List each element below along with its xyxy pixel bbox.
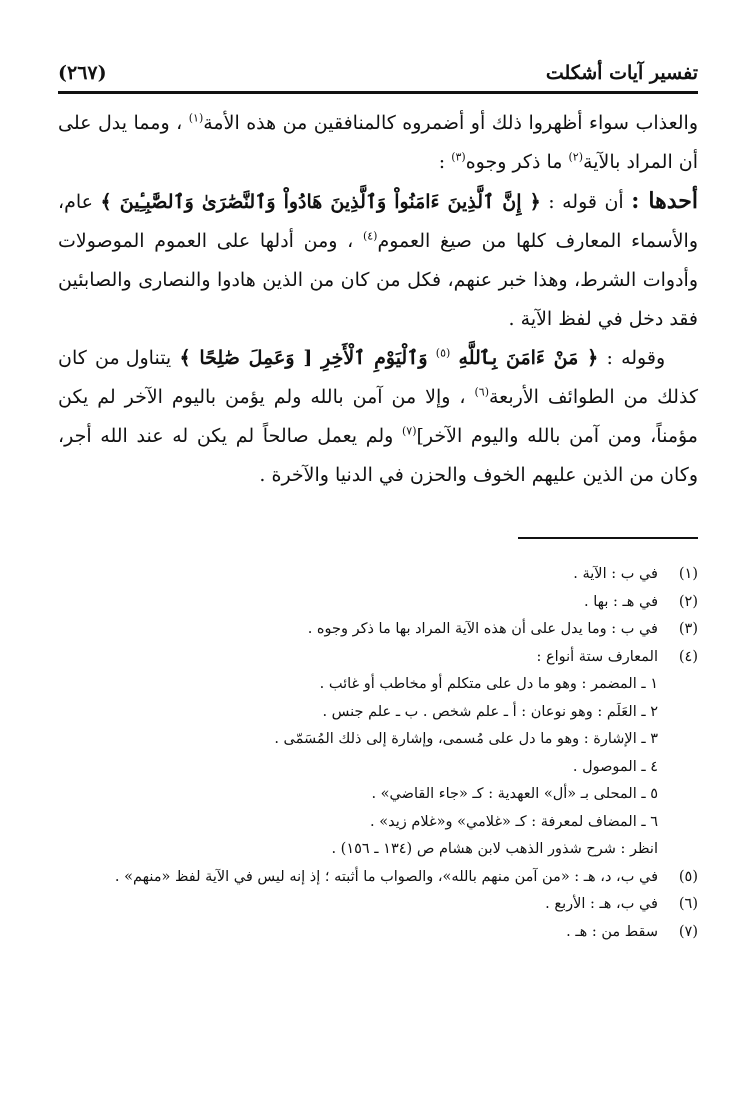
footnote-ref: (٤) <box>362 229 378 243</box>
quran-verse: وَٱلْيَوْمِ ٱلْأَخِرِ [ وَعَمِلَ صَٰلِحًا ﴾ <box>179 347 428 369</box>
running-title: تفسير آيات أشكلت <box>545 62 698 84</box>
paragraph-intro: والعذاب سواء أظهروا ذلك أو أضمروه كالمنافقين من هذه الأمة$^{(١)}$ ، ومما يدل على أن المراد بالآية$^{(٢)}$ ما ذكر وجوه$^{(٣)}$ : <box>58 111 699 173</box>
footnotes <box>58 561 698 946</box>
page-header <box>58 62 698 89</box>
footnote-4-item: ٥ ـ المحلى بـ «أل» العهدية : كـ «جاء القاضي» . <box>371 786 658 802</box>
footnote-7: (٧) سقط من : هـ . <box>566 923 698 940</box>
paragraph-first: أحدها : أن قوله : ﴿ إِنَّ ٱلَّذِينَ ءَامَنُواْ وَٱلَّذِينَ هَادُواْ وَٱلنَّصَٰرَىٰ وَٱلصَّٰبِـِٔينَ ﴾ عام، والأسماء المعارف كلها من صيغ العموم$^{(٤)}$ ، ومن أدلها على العموم الموصولات وأدوات الشرط، وهذا خبر عنهم، فكل من كان من الذين هادوا والنصارى والصابئين فقد دخل في لفظ الآية . <box>58 188 698 330</box>
footnote-ref: (٦) <box>474 385 489 399</box>
main-text <box>58 104 698 495</box>
paragraph-second: وقوله : ﴿ مَنْ ءَامَنَ بِٱللَّهِ $^{(٥)}$ وَٱلْيَوْمِ ٱلْأَخِرِ [ وَعَمِلَ صَٰلِحًا ﴾ يتناول من كان كذلك من الطوائف الأربعة$^{(٦)}$ ، وإلا من آمن بالله ولم يؤمن باليوم الآخر لم يكن مؤمناً، ومن آمن بالله واليوم الآخر]$^{(٧)}$ ولم يعمل صالحاً لم يكن له عند الله أجر، وكان من الذين عليهم الخوف والحزن في الدنيا والآخرة . <box>58 346 698 486</box>
document-page <box>58 62 698 946</box>
footnote-5: (٥) في ب، د، هـ : «من آمن منهم بالله»، والصواب ما أثبته ؛ إذ إنه ليس في الآية لفظ «منهم» . <box>114 868 698 885</box>
quran-verse: ﴿ إِنَّ ٱلَّذِينَ ءَامَنُواْ وَٱلَّذِينَ هَادُواْ وَٱلنَّصَٰرَىٰ وَٱلصَّٰبِـِٔينَ ﴾ <box>100 191 541 213</box>
footnote-2: (٢) في هـ : بها . <box>584 593 698 610</box>
page-number: (٢٦٧) <box>58 62 107 84</box>
footnote-ref: (٢) <box>568 150 584 164</box>
footnote-4-item: ٣ ـ الإشارة : وهو ما دل على مُسمى، وإشارة إلى ذلك المُسَمّى . <box>274 731 658 747</box>
footnote-4: (٤) المعارف ستة أنواع : <box>536 648 698 665</box>
footnote-3: (٣) في ب : وما يدل على أن هذه الآية المراد بها ما ذكر وجوه . <box>307 621 698 637</box>
footnote-separator <box>518 537 698 539</box>
footnote-1: (١) في ب : الآية . <box>573 566 698 582</box>
header-rule <box>58 91 698 94</box>
footnote-ref: (٣) <box>451 150 466 164</box>
footnote-4-source: انظر : شرح شذور الذهب لابن هشام ص (١٣٤ ـ ١٥٦) . <box>331 841 658 857</box>
footnote-ref: (٧) <box>401 424 417 438</box>
footnote-4-item: ١ ـ المضمر : وهو ما دل على متكلم أو مخاطب أو غائب . <box>319 676 658 692</box>
footnote-4-item: ٤ ـ الموصول . <box>572 758 658 775</box>
footnote-6: (٦) في ب، هـ : الأربع . <box>545 896 698 912</box>
quran-verse: ﴿ مَنْ ءَامَنَ بِٱللَّهِ <box>458 347 599 369</box>
footnote-4-item: ٢ ـ العَلَم : وهو نوعان : أ ـ علم شخص . ب ـ علم جنس . <box>322 703 658 720</box>
lead-heading: أحدها : <box>631 188 698 214</box>
footnote-ref: (١) <box>188 111 204 125</box>
footnote-4-item: ٦ ـ المضاف لمعرفة : كـ «غلامي» و«غلام زيد» . <box>370 813 658 830</box>
footnote-ref: (٥) <box>435 346 451 360</box>
